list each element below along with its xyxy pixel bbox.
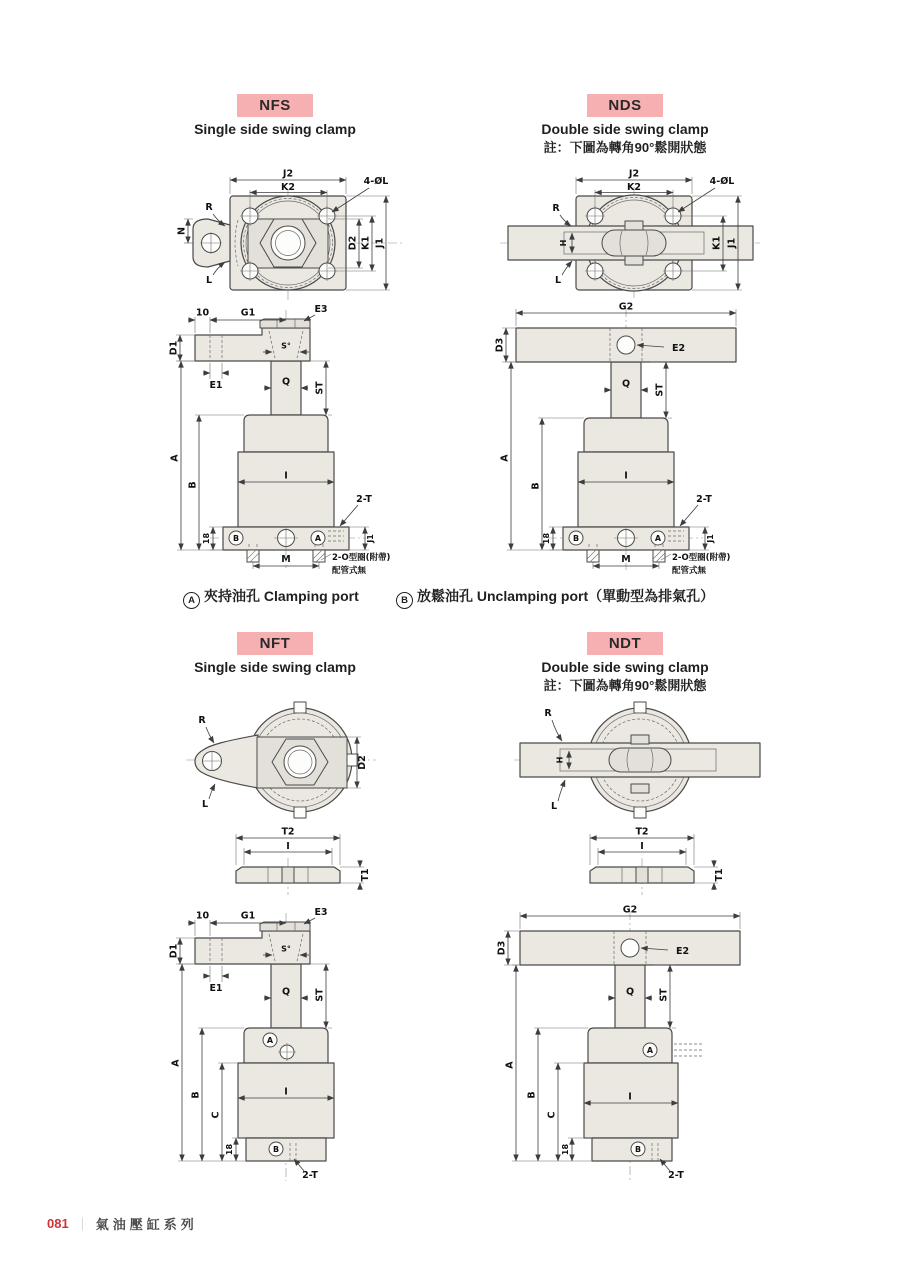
dim-label-r: R <box>552 203 560 214</box>
dim-label-b: B <box>526 1091 538 1099</box>
dim-label-m: M <box>281 554 291 565</box>
dim-label-10: 10 <box>195 307 210 319</box>
dim-label-j2: J2 <box>628 168 640 180</box>
port-b-marker: B <box>272 1145 280 1154</box>
dim-label-d1: D1 <box>168 943 180 959</box>
dim-label-d1: D1 <box>168 340 180 356</box>
nds-subtitle <box>500 120 750 157</box>
caption-unclamping-port <box>396 586 714 609</box>
ndt-top-view-drawing <box>512 696 767 824</box>
dim-label-k2: K2 <box>627 182 641 193</box>
dim-label-d2: D2 <box>357 755 368 770</box>
ndt-subtitle <box>500 658 750 695</box>
dim-label-i: I <box>628 1091 632 1103</box>
page-footer <box>47 1214 198 1233</box>
ndt-series-badge: NDT <box>587 632 663 655</box>
nds-top-view-drawing <box>498 163 763 305</box>
nds-note: 註：下圖為轉角90°鬆開狀態 <box>543 140 707 155</box>
dim-label-k1: K1 <box>711 236 723 250</box>
dim-label-i: I <box>624 470 628 482</box>
ndt-note: 註：下圖為轉角90°鬆開狀態 <box>543 678 707 693</box>
dim-label-g2: G2 <box>618 301 634 313</box>
dim-label-m: M <box>621 554 631 565</box>
port-b-marker: B <box>572 534 580 543</box>
footer-series-title: 氣油壓缸系列 <box>95 1217 198 1232</box>
dim-label-b: B <box>187 481 199 489</box>
dim-label-g1: G1 <box>240 910 256 922</box>
ndt-front-view-drawing <box>496 903 755 1195</box>
dim-label-a: A <box>170 1059 182 1067</box>
dim-label-j2: J2 <box>282 168 294 180</box>
dim-label-a: A <box>504 1061 516 1069</box>
nft-subtitle: Single side swing clamp <box>194 659 356 675</box>
dim-label-e1: E1 <box>209 983 223 994</box>
port-a-badge: A <box>183 592 200 609</box>
dim-label-e2: E2 <box>676 946 690 957</box>
dim-label-t2: T2 <box>281 826 295 838</box>
dim-label-h: H <box>555 756 565 764</box>
dim-label-st: ST <box>314 381 326 395</box>
dim-label-j1: J1 <box>366 534 375 543</box>
dim-label-s: S° <box>281 944 291 954</box>
dim-label-k2: K2 <box>281 182 295 193</box>
ndt-subtitle-en: Double side swing clamp <box>541 659 709 675</box>
port-b-badge: B <box>396 592 413 609</box>
nds-series-badge: NDS <box>587 94 663 117</box>
dim-label-r: R <box>198 715 206 726</box>
dim-label-18: 18 <box>202 532 211 545</box>
nft-locknut-drawing <box>218 822 403 897</box>
dim-label-j1: J1 <box>726 237 738 249</box>
page-number: 081 <box>47 1216 69 1231</box>
dim-label-i: I <box>640 841 644 852</box>
caption-clamping-text: 夾持油孔 Clamping port <box>204 588 359 604</box>
dim-label-18: 18 <box>561 1143 570 1156</box>
dim-label-c: C <box>546 1111 558 1119</box>
dim-label-t2: T2 <box>635 826 649 838</box>
nft-front-view-drawing <box>168 903 413 1195</box>
nfs-series-badge: NFS <box>237 94 313 117</box>
nft-top-view-drawing <box>180 696 380 824</box>
port-a-marker: A <box>654 534 662 543</box>
port-a-marker: A <box>646 1046 654 1055</box>
nfs-subtitle: Single side swing clamp <box>194 121 356 137</box>
dim-label-e3: E3 <box>314 907 328 918</box>
dim-label-2t: 2-T <box>356 494 372 505</box>
note-pipe: 配管式無 <box>672 566 707 576</box>
dim-label-s: S° <box>281 341 291 351</box>
port-a-marker: A <box>266 1036 274 1045</box>
dim-label-4ol: 4-ØL <box>363 176 389 187</box>
dim-label-g2: G2 <box>622 904 638 916</box>
dim-label-b: B <box>530 482 542 490</box>
port-a-marker: A <box>314 534 322 543</box>
dim-label-b: B <box>190 1091 202 1099</box>
dim-label-d3: D3 <box>494 337 506 353</box>
dim-label-st: ST <box>658 988 670 1002</box>
nds-subtitle-en: Double side swing clamp <box>541 121 709 137</box>
port-b-marker: B <box>634 1145 642 1154</box>
note-oring: 2-O型圈(附帶) <box>672 553 731 563</box>
dim-label-4ol: 4-ØL <box>709 176 735 187</box>
caption-clamping-port <box>183 586 359 609</box>
caption-unclamping-text: 放鬆油孔 Unclamping port（單動型為排氣孔） <box>417 588 715 604</box>
dim-label-t1: T1 <box>714 868 725 882</box>
dim-label-e1: E1 <box>209 380 223 391</box>
dim-label-q: Q <box>625 986 635 998</box>
dim-label-q: Q <box>281 986 291 998</box>
dim-label-j1: J1 <box>706 534 715 543</box>
dim-label-r: R <box>544 708 552 719</box>
dim-label-2t: 2-T <box>668 1170 684 1181</box>
dim-label-d3: D3 <box>496 940 508 956</box>
dim-label-k1: K1 <box>360 236 372 250</box>
dim-label-l: L <box>554 275 562 286</box>
nds-front-view-drawing <box>494 300 760 582</box>
dim-label-st: ST <box>314 988 326 1002</box>
dim-label-r: R <box>205 202 213 213</box>
dim-label-l: L <box>550 801 558 812</box>
dim-label-18: 18 <box>225 1143 234 1156</box>
nfs-front-view-drawing <box>168 300 440 582</box>
dim-label-10: 10 <box>195 910 210 922</box>
dim-label-n: N <box>176 227 188 235</box>
dim-label-a: A <box>499 454 511 462</box>
dim-label-e2: E2 <box>672 343 686 354</box>
dim-label-18: 18 <box>542 532 551 545</box>
dim-label-st: ST <box>654 383 666 397</box>
note-oring: 2-O型圈(附帶) <box>332 553 391 563</box>
dim-label-2t: 2-T <box>696 494 712 505</box>
ndt-locknut-drawing <box>572 822 757 897</box>
dim-label-i: I <box>284 470 288 482</box>
dim-label-a: A <box>169 454 181 462</box>
dim-label-q: Q <box>621 378 631 390</box>
nft-series-badge: NFT <box>237 632 313 655</box>
dim-label-e3: E3 <box>314 304 328 315</box>
dim-label-d2: D2 <box>347 235 359 251</box>
nfs-top-view-drawing <box>176 163 408 305</box>
note-pipe: 配管式無 <box>332 566 367 576</box>
dim-label-h: H <box>559 239 568 247</box>
dim-label-l: L <box>205 275 213 286</box>
dim-label-g1: G1 <box>240 307 256 319</box>
dim-label-i: I <box>286 841 290 852</box>
footer-divider: ｜ <box>75 1217 89 1232</box>
dim-label-j1: J1 <box>374 237 386 249</box>
dim-label-l: L <box>201 799 209 810</box>
dim-label-2t: 2-T <box>302 1170 318 1181</box>
dim-label-c: C <box>210 1111 222 1119</box>
dim-label-i: I <box>284 1086 288 1098</box>
dim-label-q: Q <box>281 376 291 388</box>
port-b-marker: B <box>232 534 240 543</box>
dim-label-t1: T1 <box>360 868 371 882</box>
